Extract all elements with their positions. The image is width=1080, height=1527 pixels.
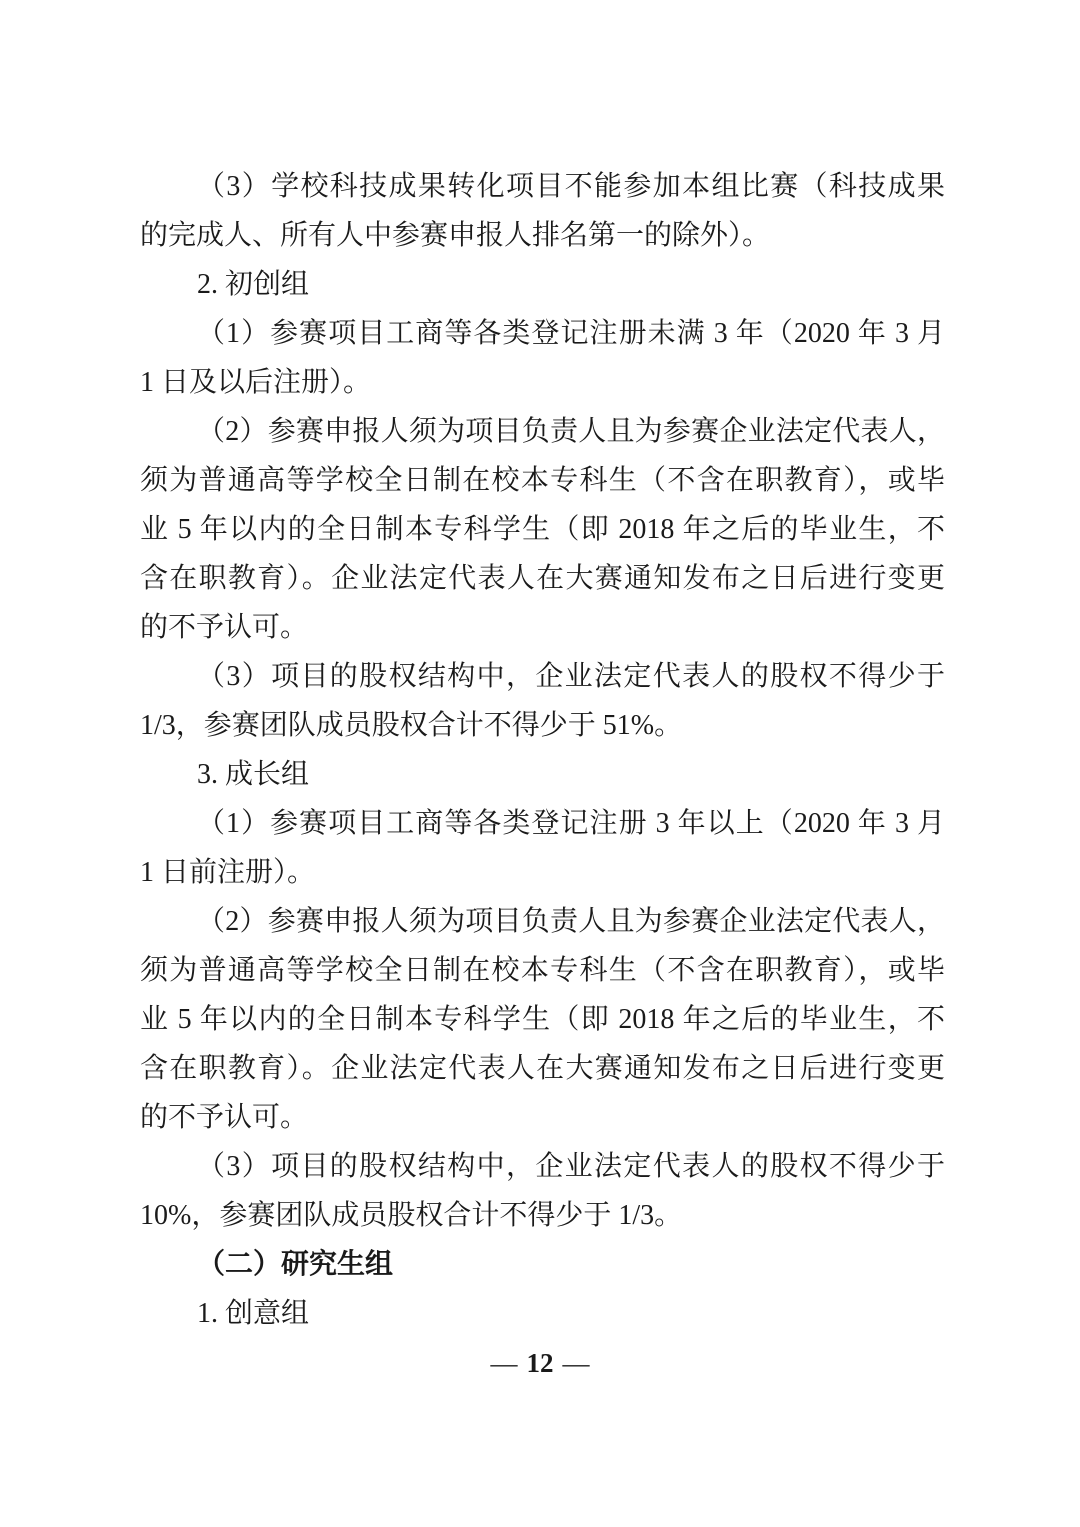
paragraph-growth-equity-clause	[140, 1142, 945, 1240]
page-footer	[0, 1341, 1080, 1385]
text-line: 含在职教育）。企业法定代表人在大赛通知发布之日后进行变更	[140, 1053, 945, 1084]
paragraph-startup-applicant-clause	[140, 407, 945, 652]
text-line: （1）参赛项目工商等各类登记注册 3 年以上（2020 年 3 月	[197, 808, 945, 839]
text-line: （2）参赛申报人须为项目负责人且为参赛企业法定代表人，	[197, 906, 945, 937]
text-line: 1 日及以后注册）。	[140, 367, 372, 398]
page-number: 12	[526, 1348, 554, 1378]
text-line: （3）项目的股权结构中，企业法定代表人的股权不得少于	[197, 1151, 945, 1182]
text-line: 1 日前注册）。	[140, 857, 316, 888]
paragraph-growth-registration-clause	[140, 799, 945, 897]
paragraph-growth-applicant-clause	[140, 897, 945, 1142]
text-line: 1/3，参赛团队成员股权合计不得少于 51%。	[140, 710, 683, 741]
text-line: （3）项目的股权结构中，企业法定代表人的股权不得少于	[197, 661, 945, 692]
text-line: 2. 初创组	[197, 269, 310, 300]
paragraph-growth-group-heading	[140, 750, 945, 799]
footer-dash-right: —	[562, 1348, 590, 1378]
text-line: 须为普通高等学校全日制在校本专科生（不含在职教育），或毕	[140, 465, 945, 496]
text-line: （3）学校科技成果转化项目不能参加本组比赛（科技成果	[197, 171, 945, 202]
text-line: 含在职教育）。企业法定代表人在大赛通知发布之日后进行变更	[140, 563, 945, 594]
footer-dash-left: —	[490, 1348, 518, 1378]
text-line: 的完成人、所有人中参赛申报人排名第一的除外）。	[140, 220, 771, 251]
text-line: 的不予认可。	[140, 1102, 309, 1133]
paragraph-creative-group-heading	[140, 1289, 945, 1338]
text-line: 的不予认可。	[140, 612, 309, 643]
paragraph-startup-registration-clause	[140, 309, 945, 407]
text-line: 业 5 年以内的全日制本专科学生（即 2018 年之后的毕业生，不	[140, 514, 945, 545]
section-heading: （二）研究生组	[197, 1249, 394, 1280]
text-line: （2）参赛申报人须为项目负责人且为参赛企业法定代表人，	[197, 416, 945, 447]
text-line: 业 5 年以内的全日制本专科学生（即 2018 年之后的毕业生，不	[140, 1004, 945, 1035]
paragraph-graduate-group-heading	[140, 1240, 945, 1289]
paragraph-startup-group-heading	[140, 260, 945, 309]
text-line: 3. 成长组	[197, 759, 310, 790]
text-line: 1. 创意组	[197, 1298, 310, 1329]
text-line: 须为普通高等学校全日制在校本专科生（不含在职教育），或毕	[140, 955, 945, 986]
paragraph-startup-equity-clause	[140, 652, 945, 750]
text-line: （1）参赛项目工商等各类登记注册未满 3 年（2020 年 3 月	[197, 318, 945, 349]
page-body	[140, 162, 945, 1338]
paragraph-tech-transfer-clause	[140, 162, 945, 260]
text-line: 10%，参赛团队成员股权合计不得少于 1/3。	[140, 1200, 683, 1231]
